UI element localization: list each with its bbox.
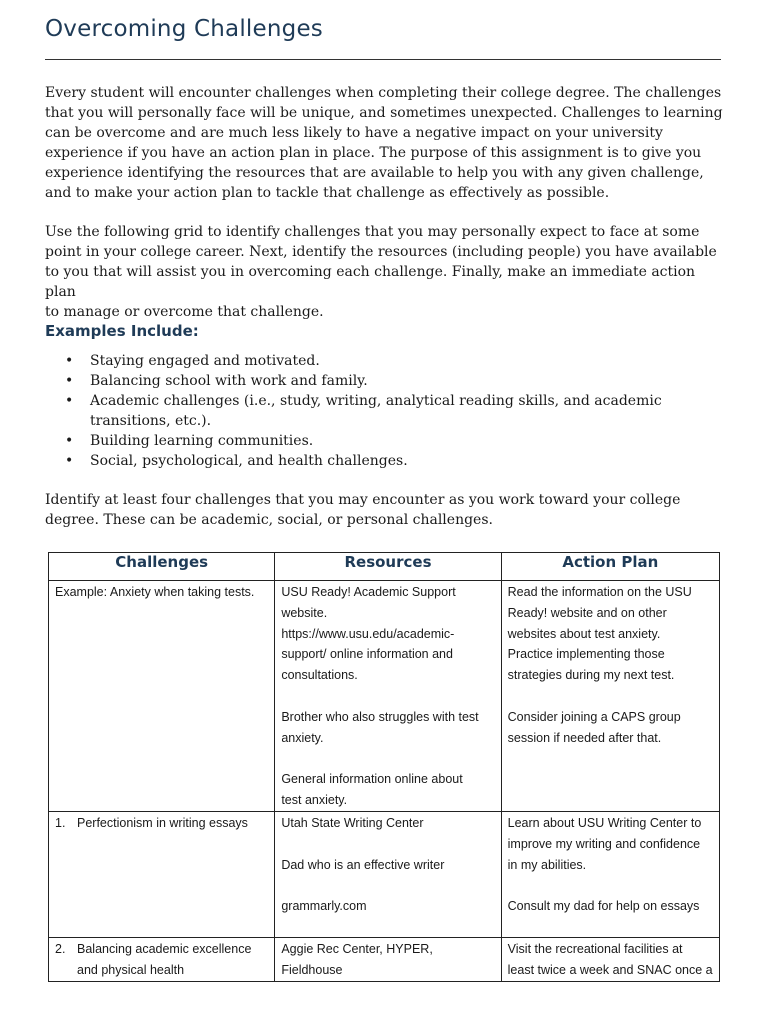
title-underline [45, 59, 721, 60]
action-plan-cell: Visit the recreational facilities at least twice a week and SNAC once a [501, 938, 719, 982]
bullet-icon: • [65, 373, 74, 389]
challenge-cell: 1. Perfectionism in writing essays [49, 812, 275, 938]
bullet-icon: • [65, 453, 74, 469]
challenges-table [48, 552, 720, 982]
table-row [49, 938, 720, 982]
challenge-cell: 2. Balancing academic excellence and physical health [49, 938, 275, 982]
text-line: experience if you have an action plan in place. The purpose of this assignment is to give you [45, 145, 702, 161]
text-line: to manage or overcome that challenge. [45, 304, 324, 320]
resources-cell: Aggie Rec Center, HYPER, Fieldhouse [275, 938, 501, 982]
action-plan-cell: Learn about USU Writing Center to improve my writing and confidence in my abilities. Consult my dad for help on essays [501, 812, 719, 938]
grid-instructions-paragraph [45, 222, 725, 322]
bullet-icon: • [65, 393, 74, 409]
text-line: point in your college career. Next, identify the resources (including people) you have available [45, 244, 717, 260]
action-plan-cell: Read the information on the USU Ready! website and on other websites about test anxiety. Practice implementing those strategies during my next test. Consider joining a CAPS group session if needed after that. [501, 581, 719, 812]
list-item: • Building learning communities. [65, 433, 314, 449]
text-line: to you that will assist you in overcoming each challenge. Finally, make an immediate action plan [45, 264, 696, 300]
examples-list [45, 351, 725, 471]
text-line: can be overcome and are much less likely to have a negative impact on your university [45, 125, 663, 141]
intro-paragraph [45, 83, 725, 203]
list-item: • Balancing school with work and family. [65, 373, 368, 389]
header-resources: Resources [275, 553, 501, 581]
identify-paragraph [45, 490, 725, 530]
list-item: • Staying engaged and motivated. [65, 353, 320, 369]
header-action-plan: Action Plan [501, 553, 719, 581]
table-header-row [49, 553, 720, 581]
bullet-icon: • [65, 353, 74, 369]
text-line: Every student will encounter challenges when completing their college degree. The challenges [45, 85, 722, 101]
header-challenges: Challenges [49, 553, 275, 581]
text-line: Identify at least four challenges that you may encounter as you work toward your college [45, 492, 681, 508]
list-item: • Academic challenges (i.e., study, writing, analytical reading skills, and academic transitions, etc.). [65, 393, 662, 429]
text-line: experience identifying the resources that are available to help you with any given challenge, [45, 165, 704, 181]
challenge-cell: Example: Anxiety when taking tests. [49, 581, 275, 812]
list-item: • Social, psychological, and health challenges. [65, 453, 408, 469]
text-line: Use the following grid to identify challenges that you may personally expect to face at some [45, 224, 700, 240]
bullet-icon: • [65, 433, 74, 449]
table-row [49, 581, 720, 812]
resources-cell: Utah State Writing Center Dad who is an effective writer grammarly.com [275, 812, 501, 938]
page-title: Overcoming Challenges [45, 16, 323, 42]
text-line: and to make your action plan to tackle that challenge as effectively as possible. [45, 185, 610, 201]
table-row [49, 812, 720, 938]
text-line: that you will personally face will be unique, and sometimes unexpected. Challenges to learning [45, 105, 723, 121]
text-line: degree. These can be academic, social, or personal challenges. [45, 512, 493, 528]
resources-cell: USU Ready! Academic Support website. https://www.usu.edu/academic- support/ online information and consultations. Brother who also struggles with test anxiety. General information online about test anxiety. [275, 581, 501, 812]
examples-heading: Examples Include: [45, 322, 199, 340]
